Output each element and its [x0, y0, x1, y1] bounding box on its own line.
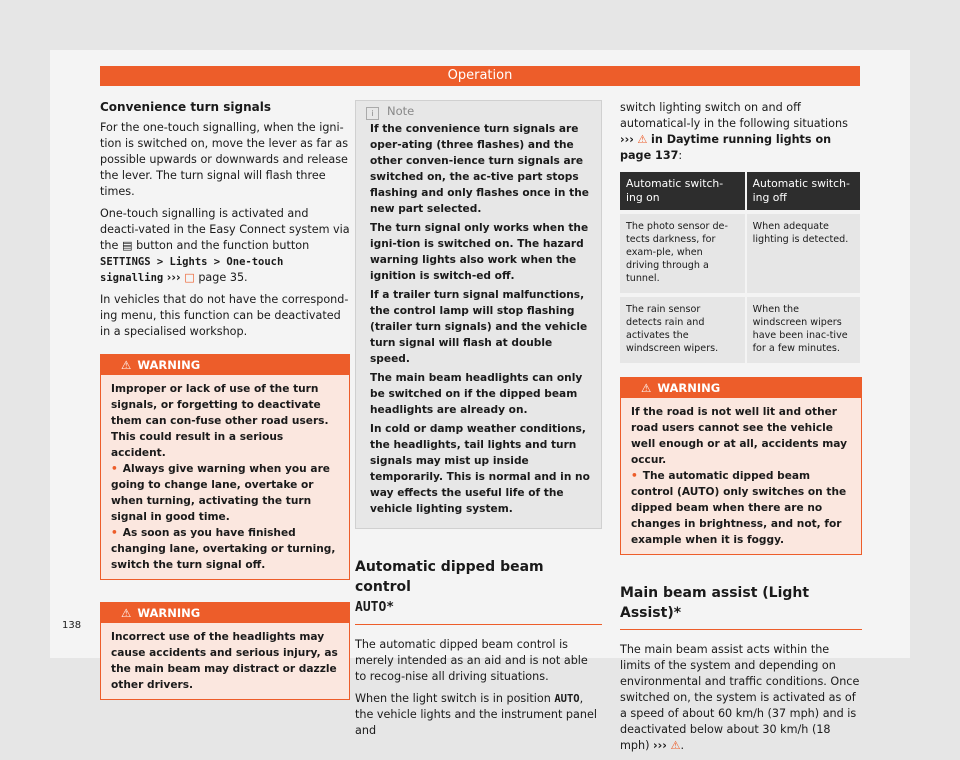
- reference-arrow: ›››: [166, 271, 181, 284]
- warning-bullet: • As soon as you have finished changing lane, overtaking or turning, switch the turn signal off.: [111, 525, 339, 573]
- table-row: [620, 295, 861, 363]
- column-3: [620, 100, 862, 760]
- note-bullet: If a trailer turn signal malfunctions, the control lamp will stop flashing (trailer turn signals) and the vehicle turn signal will flash at double speed.: [370, 289, 588, 365]
- auto-switch-table: [620, 172, 862, 363]
- section-title: [355, 557, 602, 625]
- note-box: [355, 100, 602, 529]
- table-cell: The photo sensor de-tects darkness, for exam-ple, when driving through a tunnel.: [620, 212, 746, 295]
- text: switch lighting switch on and off automatical-ly in the following situations: [620, 101, 848, 130]
- warning-body: [101, 375, 349, 579]
- info-icon: i: [366, 107, 379, 120]
- paragraph: The main beam assist acts within the limits of the system and depending on environmental and traffic conditions. Once switched on, the system is activated as of a speed of about 60 km/h (37 mph) and is deactivated below about 30 km/h (18 mph) ››› ⚠.: [620, 643, 860, 752]
- section-title-auto: AUTO*: [355, 600, 395, 615]
- auto-label: AUTO: [554, 693, 580, 705]
- warning-header: [101, 355, 349, 375]
- table-cell: The rain sensor detects rain and activates the windscreen wipers.: [620, 295, 746, 363]
- book-icon: □: [184, 271, 195, 284]
- warning-text: If the road is not well lit and other road users cannot see the vehicle well enough or at all, accidents may occur.: [631, 406, 847, 466]
- section-title-text: Automatic dipped beam control: [355, 559, 544, 595]
- note-bullet: The turn signal only works when the igni-tion is switched on. The hazard warning lights also work when the ignition is switch-ed off.: [370, 222, 589, 282]
- warning-bullet: • Always give warning when you are going to change lane, overtake or when turning, activating the turn signal in good time.: [111, 461, 339, 525]
- paragraph: The automatic dipped beam control is merely intended as an aid and is not able to recog-nise all driving situations.: [355, 638, 588, 683]
- note-title: Note: [387, 104, 415, 118]
- column-header: Automatic switch-ing off: [746, 172, 861, 212]
- warning-body: [101, 623, 349, 699]
- warning-triangle-icon: ⚠: [641, 381, 652, 395]
- warning-bullet: • The automatic dipped beam control (AUTO) only switches on the dipped beam when there are no changes in brightness, and not, for example when it is foggy.: [631, 468, 851, 548]
- paragraph: [620, 100, 862, 164]
- table-row: [620, 212, 861, 295]
- page-number: 138: [62, 620, 82, 631]
- text: , the vehicle lights and the instrument panel and: [355, 692, 597, 737]
- warning-title: WARNING: [137, 606, 201, 620]
- paragraph: For the one-touch signalling, when the igni-tion is switched on, move the lever as far as possible upwards or downwards and release the lever. The turn signal will flash three times.: [100, 121, 349, 198]
- note-body: [356, 121, 601, 517]
- warning-body: [621, 398, 861, 554]
- text: button and the function button: [136, 239, 310, 252]
- warning-header: [621, 378, 861, 398]
- warning-triangle-icon: ⚠: [637, 133, 648, 146]
- note-bullet: If the convenience turn signals are oper-ating (three flashes) and the other conven-ience turn signals are switched on, the ac-tive part stops flashing and only flashes once in the new part selected.: [370, 123, 589, 215]
- warning-title: WARNING: [137, 358, 201, 372]
- warning-box: [620, 377, 862, 555]
- section-title: Main beam assist (Light Assist)*: [620, 583, 862, 630]
- reference-arrow: ›››: [653, 739, 667, 752]
- note-bullet: In cold or damp weather conditions, the headlights, tail lights and turn signals may mist up inside temporarily. This is normal and in no way effects the useful life of the vehicle lighting system.: [370, 423, 590, 515]
- paragraph: [355, 691, 602, 739]
- column-header: Automatic switch-ing on: [620, 172, 746, 212]
- page-reference[interactable]: page 35.: [198, 271, 248, 284]
- daytime-running-lights-link[interactable]: in Daytime running lights on page 137: [620, 133, 832, 162]
- text: :: [678, 149, 683, 162]
- warning-text: Incorrect use of the headlights may cause accidents and serious injury, as the main beam may distract or dazzle other drivers.: [111, 631, 338, 691]
- warning-triangle-icon: ⚠: [121, 358, 132, 372]
- manual-page: [50, 50, 910, 752]
- note-bullet: The main beam headlights can only be switched on if the dipped beam headlights are already on.: [370, 372, 583, 416]
- warning-text: Improper or lack of use of the turn signals, or forgetting to deactivate them can con-fuse other road users. This could result in a serious accident.: [111, 383, 329, 459]
- table-cell: When adequate lighting is detected.: [746, 212, 861, 295]
- column-1: [100, 100, 350, 700]
- table-header-row: [620, 172, 861, 212]
- warning-box: [100, 602, 350, 700]
- reference-arrow: ›››: [620, 133, 634, 146]
- note-header: [356, 101, 601, 121]
- settings-menu-icon: ▤: [121, 239, 133, 252]
- table-cell: When the windscreen wipers have been inac-tive for a few minutes.: [746, 295, 861, 363]
- warning-header: [101, 603, 349, 623]
- paragraph: [100, 206, 350, 286]
- column-2: [355, 100, 602, 745]
- warning-triangle-icon: ⚠: [121, 606, 132, 620]
- text: When the light switch is in position: [355, 692, 551, 705]
- text: One-touch signalling is activated and deacti-vated in the Easy Connect system via the: [100, 207, 350, 252]
- paragraph: In vehicles that do not have the correspond-ing menu, this function can be deactivated in a specialised workshop.: [100, 293, 349, 338]
- warning-triangle-icon: ⚠: [670, 739, 681, 752]
- warning-box: [100, 354, 350, 580]
- menu-path: SETTINGS > Lights > One-touch signalling: [100, 256, 284, 284]
- warning-title: WARNING: [657, 381, 721, 395]
- heading-convenience-turn-signals: Convenience turn signals: [100, 100, 271, 114]
- text: The main beam assist acts within the limits of the system and depending on environmental and traffic conditions. Once switched on, the system is activated as of a speed of about 60 km/h (37 mph) and is deactivated below about 30 km/h (18 mph): [620, 643, 860, 752]
- page-header: Operation: [100, 66, 860, 86]
